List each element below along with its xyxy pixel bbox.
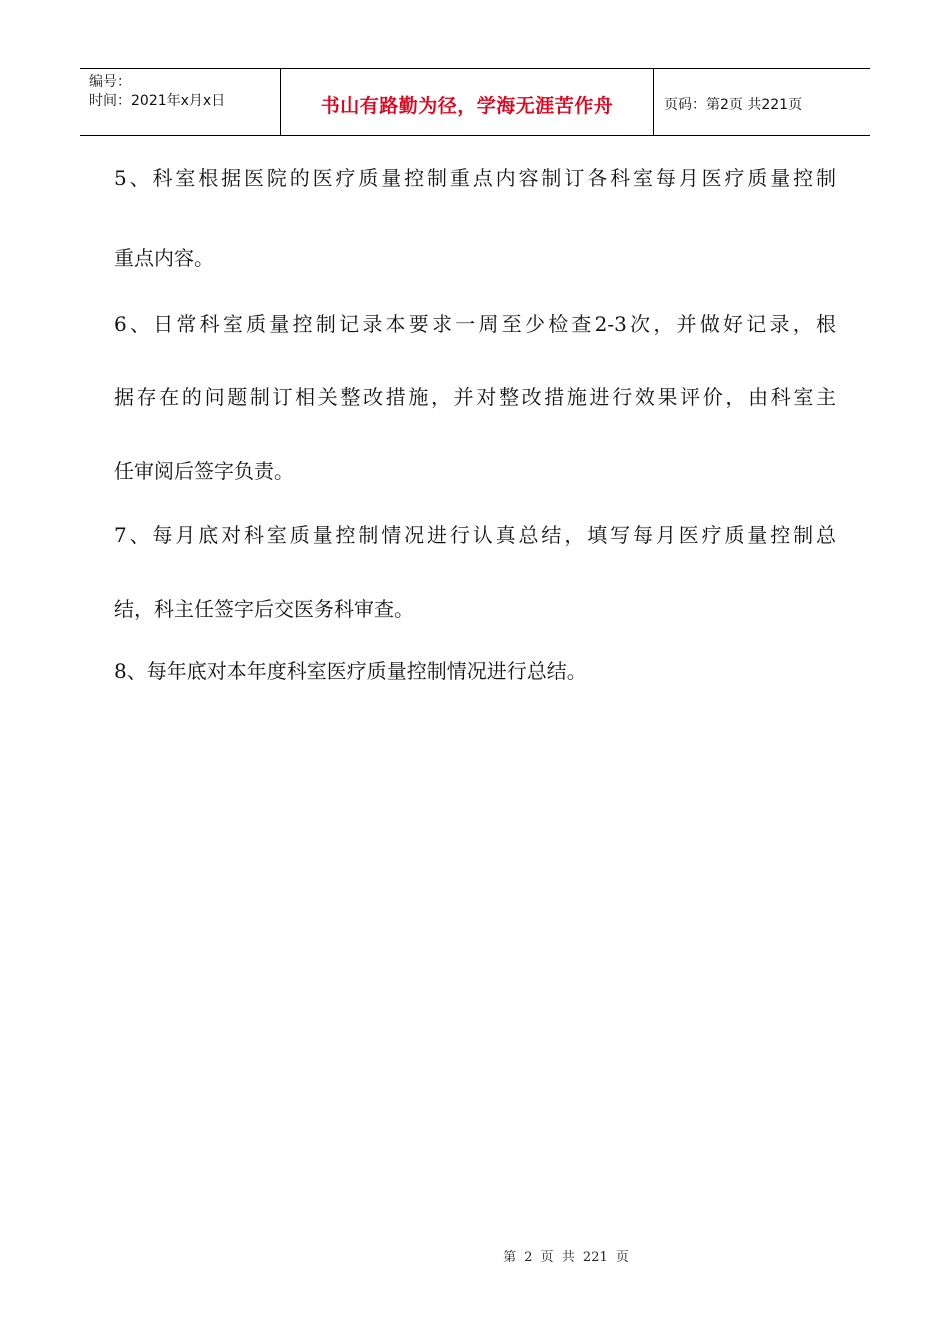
body-line: 5、科室根据医院的医疗质量控制重点内容制订各科室每月医疗质量控制 <box>114 166 836 190</box>
header-motto-cell <box>281 69 654 135</box>
footer-page-number: 第 2 页 共 221 页 <box>503 1250 629 1265</box>
body-line: 结，科主任签字后交医务科审查。 <box>114 597 414 621</box>
header-number-label: 编号： <box>89 74 131 90</box>
page-footer <box>0 1246 950 1265</box>
header-page-info: 页码：第2页 共221页 <box>664 97 803 113</box>
body-line: 8、每年底对本年度科室医疗质量控制情况进行总结。 <box>114 659 587 683</box>
document-header <box>80 68 870 136</box>
header-time-label: 时间：2021年x月x日 <box>89 93 226 109</box>
body-line: 7、每月底对科室质量控制情况进行认真总结，填写每月医疗质量控制总 <box>114 523 836 547</box>
body-line: 任审阅后签字负责。 <box>114 459 294 483</box>
header-meta <box>80 69 281 135</box>
body-line: 重点内容。 <box>114 246 214 270</box>
body-line: 6、日常科室质量控制记录本要求一周至少检查2-3次，并做好记录，根 <box>114 312 836 336</box>
body-line: 据存在的问题制订相关整改措施，并对整改措施进行效果评价，由科室主 <box>114 385 836 409</box>
header-motto: 书山有路勤为径，学海无涯苦作舟 <box>320 94 614 117</box>
header-page-cell <box>654 69 870 135</box>
